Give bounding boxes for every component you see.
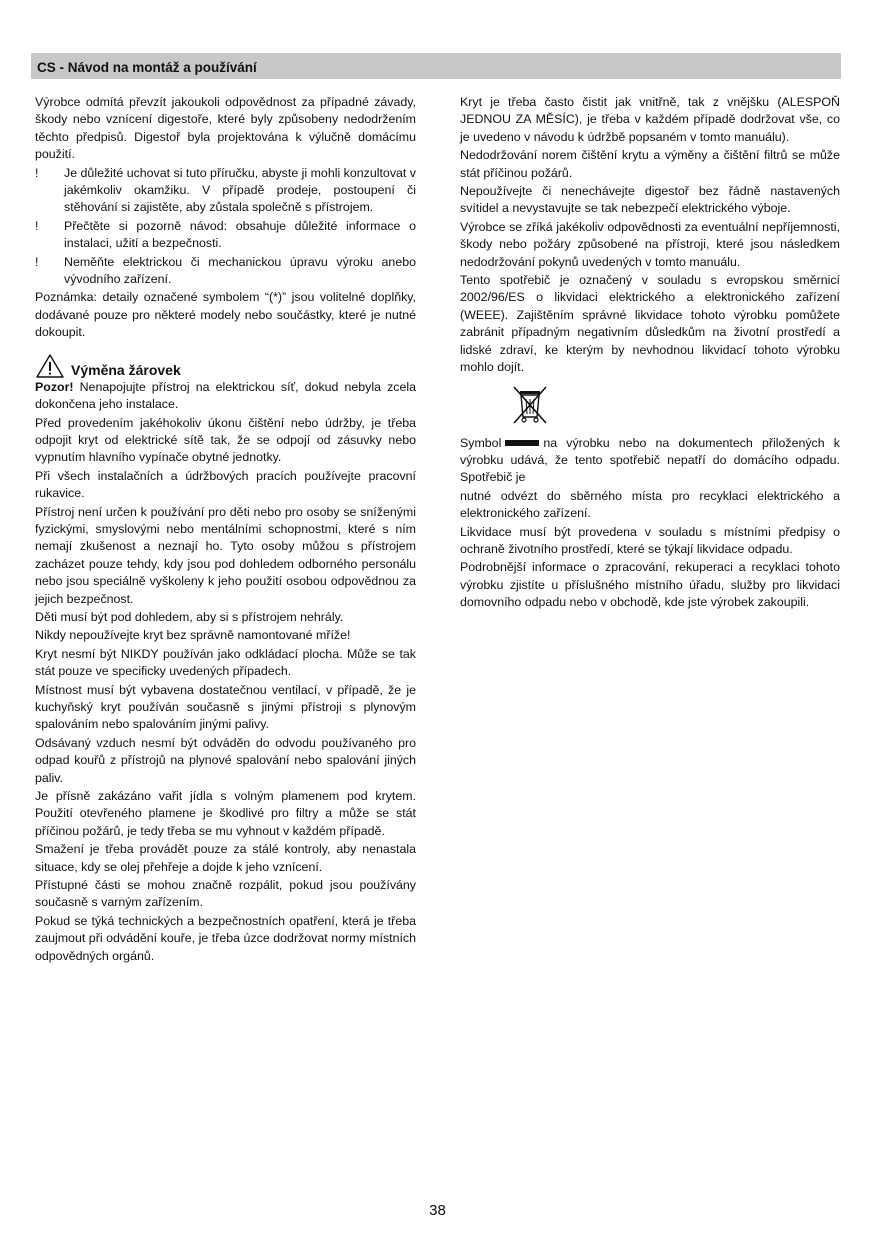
body-paragraph: Děti musí být pod dohledem, aby si s přístrojem nehrály.: [35, 609, 344, 624]
section-heading: [35, 353, 416, 379]
warning-bullet: [35, 165, 416, 217]
body-paragraph: Při všech instalačních a údržbových pracích používejte pracovní rukavice.: [35, 468, 416, 501]
body-paragraph: Podrobnější informace o zpracování, rekuperaci a recyklaci tohoto výrobku zjistíte u příslušného místního úřadu, služby pro likvidaci domovního odpadu nebo v obchodě, kde jste výrobek zakoupili.: [460, 560, 840, 610]
body-paragraph: Nedodržování norem čištění krytu a výměny a čištění filtrů se může stát příčinou požárů.: [460, 148, 840, 180]
bullet-text: Přečtěte si pozorně návod: obsahuje důležité informace o instalaci, užití a bezpečnosti.: [64, 218, 416, 251]
bullet-text: Je důležité uchovat si tuto příručku, abyste ji mohli konzultovat v jakémkoliv okamžiku. V případě prodeje, postoupení či stěhování si zajistěte, aby zůstala společně s přístrojem.: [64, 165, 416, 215]
body-paragraph: Kryt je třeba často čistit jak vnitřně, tak z vnějšku (ALESPOŇ JEDNOU ZA MĚSÍC), je třeba v každém případě dodržovat vše, co je uvedeno v návodu k údržbě popsaném v tomto manuálu).: [460, 95, 840, 144]
weee-symbol-block: [460, 383, 840, 427]
bullet-text: Neměňte elektrickou či mechanickou úpravu výroku anebo vývodního zařízení.: [64, 254, 416, 287]
body-paragraph: Nepoužívejte či nenechávejte digestoř bez řádně nastavených svítidel a nevystavujte se tak nebezpečí elektrického výboje.: [460, 184, 840, 216]
black-bar-symbol: [505, 440, 539, 446]
exclamation-mark: !: [35, 218, 39, 233]
warning-bullet: [35, 218, 416, 253]
right-column: [460, 94, 840, 613]
crossed-out-wheelie-bin-icon: [510, 383, 550, 427]
body-paragraph: Výrobce se zříká jakékoliv odpovědnosti za eventuální nepříjemnosti, škody nebo požáry způsobené na přístroji, které jsou následkem nedodržování pokynů uvedených v tomto manuálu.: [460, 219, 840, 269]
warning-triangle-icon: [35, 353, 65, 379]
body-paragraph: Tento spotřebič je označený v souladu s evropskou směrnicí 2002/96/ES o likvidaci elektrického a elektronického zařízení (WEEE). Zajištěním správné likvidace tohoto výrobku pomůžete zabránit případným negativním důsledkům na životní prostředí a lidské zdraví, ke kterým by nevhodnou likvidací tohoto výrobku mohlo dojít.: [460, 273, 840, 375]
body-paragraph: Nikdy nepoužívejte kryt bez správně namontované mříže!: [35, 628, 351, 643]
exclamation-mark: !: [35, 165, 39, 180]
note-paragraph: Poznámka: detaily označené symbolem “(*)” jsou volitelné doplňky, dodávané pouze pro některé modely nebo součástky, které je nutné dokoupit.: [35, 290, 416, 340]
body-paragraph: Je přísně zakázáno vařit jídla s volným plamenem pod krytem. Použití otevřeného plamene je škodlivé pro filtry a může se stát příčinou požárů, je tedy třeba se mu vyhnout v každém případě.: [35, 789, 416, 838]
symbol-paragraph: [460, 435, 840, 487]
exclamation-mark: !: [35, 254, 39, 269]
warning-bullet: [35, 254, 416, 289]
body-paragraph: Kryt nesmí být NIKDY používán jako odkládací plocha. Může se tak stát pouze ve specificky uvedených případech.: [35, 646, 416, 679]
symbol-word: Symbol: [460, 435, 502, 450]
left-column: [35, 94, 416, 966]
body-paragraph: Likvidace musí být provedena v souladu s místními předpisy o ochraně životního prostředí, které se týkají likvidace odpadu.: [460, 524, 840, 556]
body-paragraph: Smažení je třeba provádět pouze za stálé kontroly, aby nenastala situace, kdy se olej přehřeje a dojde k jeho vznícení.: [35, 842, 416, 874]
body-paragraph: Přístroj není určen k používání pro děti nebo pro osoby se sníženými fyzickými, smyslovými nebo mentálními schopnostmi, které s ním nemají zkušenost a neznají ho. Tyto osoby můžou s přístrojem zacházet pouze tehdy, kdy jsou pod dohledem odborného personálu nebo jsou speciálně vyškoleny k jeho použití osobou odpovědnou za jejich bezpečnost.: [35, 504, 416, 606]
intro-paragraph: Výrobce odmítá převzít jakoukoli odpovědnost za případné závady, škody nebo vznícení digestoře, které byly způsobeny nedodržením těchto předpisů. Digestoř byla projektována k výlučně domácímu použití.: [35, 95, 416, 162]
symbol-text: na výrobku nebo na dokumentech přiložených k výrobku udává, že tento spotřebič nepatří do domácího odpadu. Spotřebič je: [460, 435, 840, 485]
page-number: 38: [429, 1202, 446, 1219]
section-title: Výměna žárovek: [71, 361, 181, 378]
body-paragraph: Místnost musí být vybavena dostatečnou ventilací, v případě, že je kuchyňský kryt používán současně s jinými přístroji s plynovým spalováním nebo spalováním jinými palivy.: [35, 682, 416, 732]
lead-text: Nenapojujte přístroj na elektrickou síť, dokud nebyla zcela dokončena jeho instalace.: [35, 379, 416, 412]
body-paragraph: nutné odvézt do sběrného místa pro recyklaci elektrického a elektronického zařízení.: [460, 488, 840, 521]
lead-bold: Pozor!: [35, 379, 74, 394]
section-header-bar: [31, 53, 841, 79]
body-paragraph: Pokud se týká technických a bezpečnostních opatření, která je třeba zaujmout při odvádění kouře, je třeba úzce dodržovat normy místních odpovědných orgánů.: [35, 913, 416, 963]
body-paragraph: Odsávaný vzduch nesmí být odváděn do odvodu používaného pro odpad kouřů z přístrojů na plynové spalování nebo spalování jiných paliv.: [35, 735, 416, 785]
body-paragraph: Před provedením jakéhokoliv úkonu čištění nebo údržby, je třeba odpojit kryt od elektrické sítě tak, že se odpojí od zásuvky nebo vypnutím hlavního vypínače obytné jednotky.: [35, 415, 416, 465]
page-title: CS - Návod na montáž a používání: [37, 60, 257, 75]
lead-paragraph: [35, 379, 416, 414]
body-paragraph: Přístupné části se mohou značně rozpálit, pokud jsou používány současně s varným zařízením.: [35, 878, 416, 910]
